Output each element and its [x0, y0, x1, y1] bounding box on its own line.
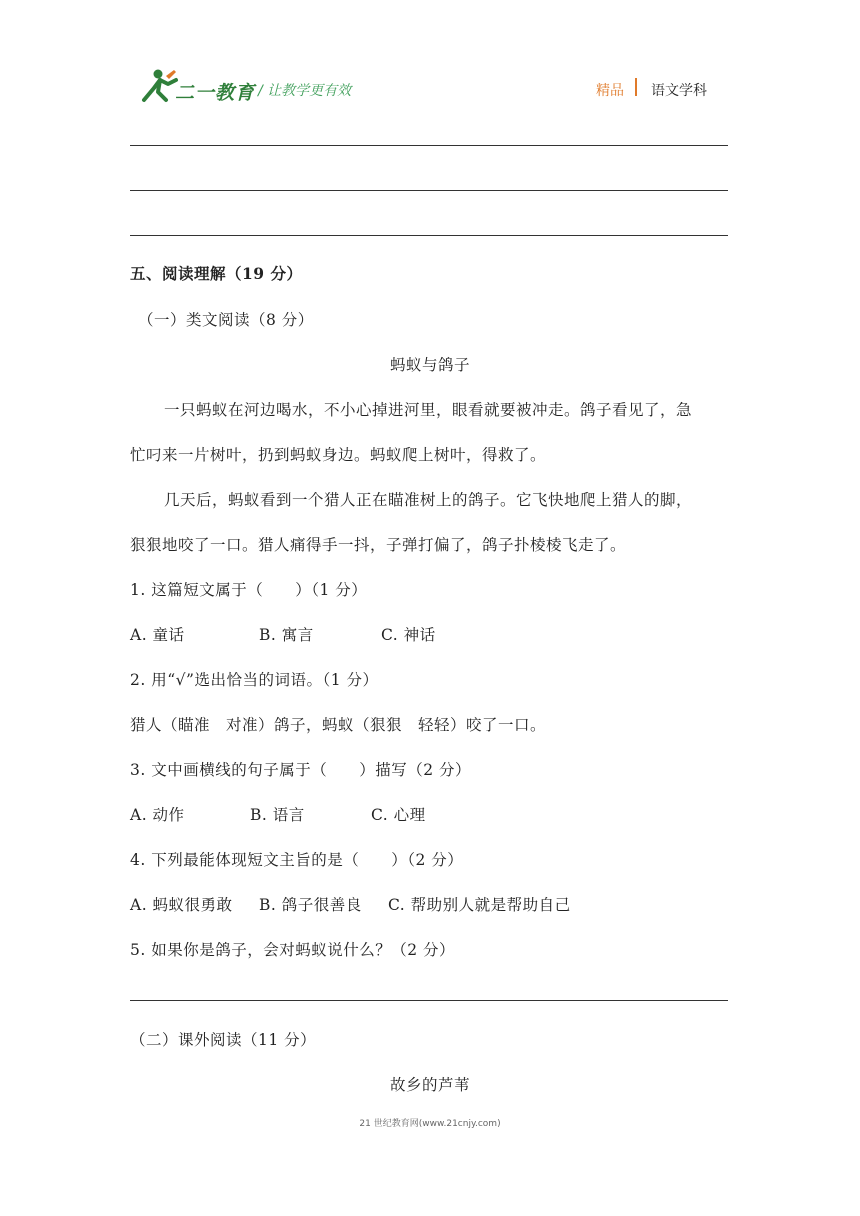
question-3: 3. 文中画横线的句子属于（ ）描写（2 分） [130, 761, 472, 779]
answer-line [130, 145, 728, 146]
page-footer: 21 世纪教育网(www.21cnjy.com) [359, 1119, 501, 1129]
paragraph-line: 忙叼来一片树叶，扔到蚂蚁身边。蚂蚁爬上树叶，得救了。 [130, 446, 547, 464]
answer-line [130, 190, 728, 191]
question-1-options [130, 623, 436, 645]
option: C. 神话 [381, 626, 436, 644]
question-5: 5. 如果你是鸽子，会对蚂蚁说什么？（2 分） [130, 941, 456, 959]
option: A. 童话 [130, 626, 185, 644]
subject-label: 语文学科 [651, 83, 707, 99]
option: B. 语言 [250, 806, 305, 824]
option: C. 帮助别人就是帮助自己 [388, 896, 571, 914]
answer-line [130, 1000, 728, 1001]
paragraph-line: 一只蚂蚁在河边喝水，不小心掉进河里，眼看就要被冲走。鸽子看见了，急 [164, 401, 693, 419]
question-1: 1. 这篇短文属于（ ）（1 分） [130, 581, 368, 599]
story-title: 蚂蚁与鸽子 [389, 356, 470, 374]
brand-label: 精品 [596, 83, 624, 99]
option: B. 鸽子很善良 [259, 896, 362, 914]
question-3-options [130, 803, 426, 825]
paragraph-line: 几天后，蚂蚁看到一个猎人正在瞄准树上的鸽子。它飞快地爬上猎人的脚， [164, 491, 693, 509]
header-divider [635, 78, 637, 96]
part2-heading: （二）课外阅读（11 分） [130, 1031, 317, 1049]
question-4: 4. 下列最能体现短文主旨的是（ ）（2 分） [130, 851, 464, 869]
option: B. 寓言 [259, 626, 314, 644]
question-4-options [130, 893, 571, 915]
page-header [0, 0, 860, 110]
question-2-sentence: 猎人（瞄准 对准）鸽子，蚂蚁（狠狠 轻轻）咬了一口。 [130, 716, 547, 734]
slogan: / 让教学更有效 [258, 83, 352, 99]
option: A. 蚂蚁很勇敢 [130, 896, 233, 914]
part1-heading: （一）类文阅读（8 分） [138, 311, 314, 329]
question-2: 2. 用“√”选出恰当的词语。（1 分） [130, 671, 379, 689]
story-title-2: 故乡的芦苇 [389, 1076, 470, 1094]
section-title: 五、阅读理解（19 分） [130, 264, 303, 283]
answer-line [130, 235, 728, 236]
option: C. 心理 [371, 806, 426, 824]
logo-text: 二一教育 [175, 82, 256, 104]
option: A. 动作 [130, 806, 185, 824]
paragraph-line: 狠狠地咬了一口。猎人痛得手一抖，子弹打偏了，鸽子扑棱棱飞走了。 [130, 536, 627, 554]
